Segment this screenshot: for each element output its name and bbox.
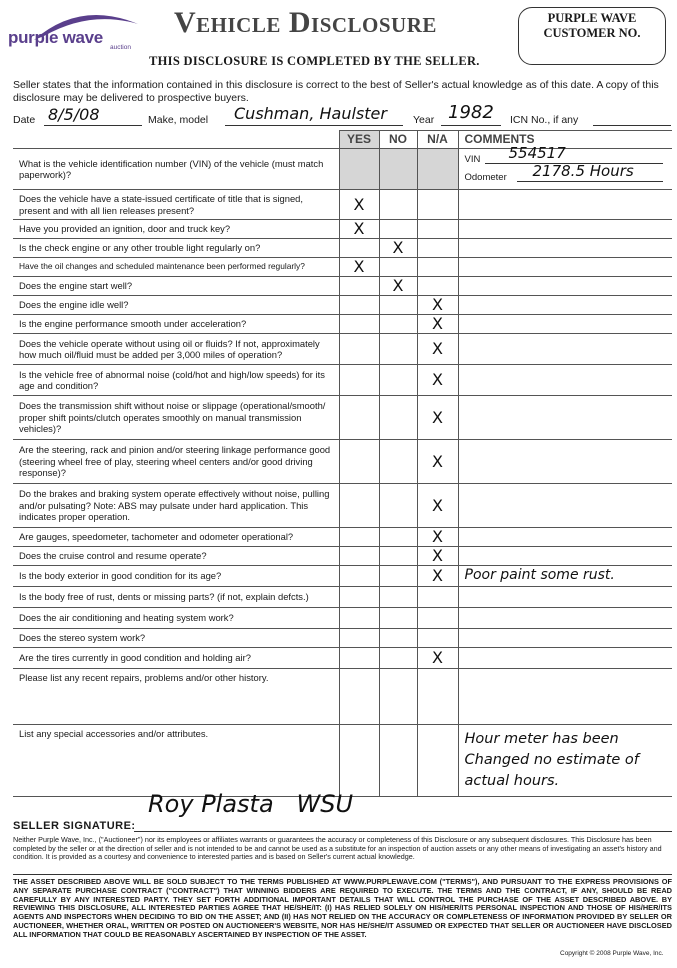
na-checkbox[interactable]: [417, 587, 458, 608]
vin-label: VIN: [464, 154, 481, 165]
yes-checkbox[interactable]: [339, 648, 379, 669]
question-text: Does the cruise control and resume operate?: [13, 547, 339, 566]
logo-brand: purple wave: [8, 28, 103, 47]
na-checkbox[interactable]: X: [417, 648, 458, 669]
table-row: [13, 547, 672, 566]
signature-field[interactable]: Roy Plasta WSU: [148, 790, 354, 818]
year-field[interactable]: 1982: [448, 102, 494, 123]
no-checkbox[interactable]: [379, 587, 417, 608]
table-row: [13, 608, 672, 629]
yes-checkbox[interactable]: [339, 396, 379, 440]
header-no: NO: [379, 131, 417, 149]
disclaimer-text: Neither Purple Wave, Inc., ("Auctioneer") nor its employees or affiliates warrants or guarantees the accuracy or completeness of this Disclosure or any subsequent disclosures. This Disclosure has been completed by the seller or at the direction of seller and is not intended to be and cannot be used as a substitute for an inspection of auction assets or any other means of investigating an asset's history and condition. It is provided as a courtesy and convenience to interested parties and is based on Seller's current actual knowledge.: [13, 835, 662, 862]
comment-field[interactable]: [458, 440, 672, 484]
vin-field[interactable]: 554517: [508, 144, 566, 162]
date-field[interactable]: 8/5/08: [48, 105, 100, 124]
no-checkbox[interactable]: [379, 190, 417, 220]
comment-field[interactable]: [458, 190, 672, 220]
comment-field[interactable]: [458, 396, 672, 440]
table-row: [13, 528, 672, 547]
header-yes: YES: [339, 131, 379, 149]
yes-checkbox[interactable]: [339, 334, 379, 365]
question-text: Does the vehicle have a state-issued certificate of title that is signed, present and with all lien releases present?: [13, 190, 339, 220]
table-row: [13, 365, 672, 396]
yes-checkbox[interactable]: [339, 608, 379, 629]
table-row: [13, 277, 672, 296]
yes-checkbox[interactable]: [339, 484, 379, 528]
no-checkbox[interactable]: [379, 334, 417, 365]
question-text: Is the check engine or any other trouble light regularly on?: [13, 239, 339, 258]
table-header-row: [13, 131, 672, 149]
yes-checkbox[interactable]: X: [339, 258, 379, 277]
comment-field[interactable]: [458, 258, 672, 277]
no-checkbox[interactable]: [379, 396, 417, 440]
table-row: [13, 648, 672, 669]
comment-field[interactable]: [458, 334, 672, 365]
make-model-field[interactable]: Cushman, Haulster: [234, 104, 387, 123]
yes-checkbox[interactable]: [339, 629, 379, 648]
header-question-cell: [13, 131, 339, 149]
table-row: [13, 629, 672, 648]
yes-checkbox[interactable]: [339, 296, 379, 315]
no-checkbox[interactable]: [379, 648, 417, 669]
header-na: N/A: [417, 131, 458, 149]
year-label: Year: [413, 114, 435, 126]
question-text: Are gauges, speedometer, tachometer and odometer operational?: [13, 528, 339, 547]
odometer-field[interactable]: 2178.5 Hours: [532, 162, 634, 180]
question-text: Are the steering, rack and pinion and/or steering linkage performance good (steering wheel free of play, steering wheel centers and/or good driving response)?: [13, 440, 339, 484]
na-checkbox[interactable]: [417, 608, 458, 629]
table-row: [13, 587, 672, 608]
customer-number-box: PURPLE WAVE CUSTOMER NO.: [518, 7, 666, 65]
page-title: Vehicle Disclosure: [174, 6, 437, 39]
table-row: [13, 440, 672, 484]
question-text: Do the brakes and braking system operate effectively without noise, pulling and/or pulsating? Note: ABS may pulsate under hard application. This indicates proper operation.: [13, 484, 339, 528]
table-row: [13, 296, 672, 315]
table-row: [13, 220, 672, 239]
intro-text: Seller states that the information contained in this disclosure is correct to the best of Seller's actual knowledge as of this date. A copy of this disclosure may be delivered to prospective buyers.: [13, 79, 659, 104]
no-checkbox[interactable]: [379, 547, 417, 566]
terms-text: THE ASSET DESCRIBED ABOVE WILL BE SOLD SUBJECT TO THE TERMS PUBLISHED AT WWW.PURPLEWAVE.COM ("TERMS"), AND PURSUANT TO THE EXPRESS PROVISIONS OF ANY SEPARATE PURCHASE CONTRACT ("CONTRACT") THAT WINNING BIDDERS ARE REQUIRED TO EXECUTE. THE TERMS AND THE CONTRACT, IF ANY, SHOULD BE READ CAREFULLY BY ANY INTERESTED PARTY. THEY SET FORTH ADDITIONAL IMPORTANT DETAILS THAT WILL CONTROL THE PURCHASE OF THE ASSET DESCRIBED ABOVE. BY REVIEWING THIS DISCLOSURE, ALL INTERESTED PARTIES AGREE THAT HE/SHE/IT: (I) HAS RELIED SOLELY ON HIS/HER/ITS PERSONAL INSPECTION AND THOSE OF HIS/HER/ITS AGENTS AND INSPECTORS WHEN DECIDING TO BID ON THE ASSET; AND (II) HAS NOT RELIED ON THE ACCURACY OR COMPLETENESS OF INFORMATION PROVIDED BY SELLER OR AUCTIONEER, WHETHER ORAL, WRITTEN OR POSTED ON AUCTIONEER'S WEBSITE, NOR HAS HE/SHE/IT ASSUMED OR EXPECTED THAT SELLER OR AUCTIONEER HAVE DISCLOSED ALL INFORMATION THAT COULD BE REASONABLY ASCERTAINED BY INSPECTION OF THE ASSET.: [13, 877, 672, 939]
na-checkbox[interactable]: X: [417, 566, 458, 587]
question-text: Does the engine start well?: [13, 277, 339, 296]
na-checkbox[interactable]: [417, 258, 458, 277]
signature-label: SELLER SIGNATURE:: [13, 820, 136, 832]
header-comments: COMMENTS: [458, 131, 672, 149]
yes-checkbox[interactable]: [339, 566, 379, 587]
accessories-comment[interactable]: Hour meter has been Changed no estimate of actual hours.: [458, 725, 672, 797]
na-checkbox[interactable]: X: [417, 365, 458, 396]
comment-field[interactable]: [458, 220, 672, 239]
na-checkbox[interactable]: X: [417, 334, 458, 365]
na-checkbox[interactable]: X: [417, 547, 458, 566]
na-checkbox[interactable]: [417, 190, 458, 220]
accessories-question: List any special accessories and/or attributes.: [13, 725, 339, 797]
comment-field[interactable]: Poor paint some rust.: [458, 566, 672, 587]
table-row: [13, 334, 672, 365]
na-checkbox[interactable]: X: [417, 528, 458, 547]
accessories-row: [13, 725, 672, 797]
yes-checkbox[interactable]: [339, 440, 379, 484]
disclosure-table: [13, 130, 672, 797]
table-row: [13, 396, 672, 440]
na-checkbox[interactable]: [417, 277, 458, 296]
yes-checkbox[interactable]: [339, 277, 379, 296]
make-label: Make, model: [148, 114, 209, 126]
no-checkbox[interactable]: [379, 629, 417, 648]
date-label: Date: [13, 114, 36, 126]
table-row: [13, 566, 672, 587]
page-subtitle: THIS DISCLOSURE IS COMPLETED BY THE SELLER.: [149, 54, 480, 68]
question-text: Does the air conditioning and heating system work?: [13, 608, 339, 629]
comment-field[interactable]: [458, 608, 672, 629]
no-checkbox[interactable]: [379, 365, 417, 396]
no-checkbox[interactable]: [379, 315, 417, 334]
comment-field[interactable]: [458, 547, 672, 566]
na-checkbox[interactable]: X: [417, 440, 458, 484]
yes-checkbox[interactable]: [339, 315, 379, 334]
question-text: Have the oil changes and scheduled maintenance been performed regularly?: [13, 258, 339, 277]
na-checkbox[interactable]: X: [417, 315, 458, 334]
table-row: [13, 190, 672, 220]
no-checkbox[interactable]: X: [379, 277, 417, 296]
comment-field[interactable]: [458, 277, 672, 296]
copyright: Copyright © 2008 Purple Wave, Inc.: [560, 950, 664, 957]
question-text: Does the engine idle well?: [13, 296, 339, 315]
vin-row: [13, 149, 672, 190]
question-text: Does the vehicle operate without using oil or fluids? If not, approximately how much oil/fluid must be added per 3,000 miles of operation?: [13, 334, 339, 365]
no-checkbox[interactable]: [379, 528, 417, 547]
no-checkbox[interactable]: [379, 296, 417, 315]
na-checkbox[interactable]: X: [417, 396, 458, 440]
table-row: [13, 484, 672, 528]
question-text: Is the body free of rust, dents or missing parts? (if not, explain defcts.): [13, 587, 339, 608]
table-row: [13, 239, 672, 258]
no-checkbox[interactable]: [379, 608, 417, 629]
no-checkbox[interactable]: [379, 566, 417, 587]
logo-sub: auction: [110, 44, 131, 51]
no-checkbox[interactable]: [379, 258, 417, 277]
yes-checkbox[interactable]: X: [339, 220, 379, 239]
na-checkbox[interactable]: X: [417, 484, 458, 528]
na-checkbox[interactable]: [417, 239, 458, 258]
vin-comment-cell: [458, 144, 672, 190]
odometer-label: Odometer: [464, 172, 507, 183]
question-text: Is the body exterior in good condition for its age?: [13, 566, 339, 587]
table-row: [13, 258, 672, 277]
repairs-question: Please list any recent repairs, problems and/or other history.: [13, 669, 339, 725]
no-checkbox[interactable]: [379, 440, 417, 484]
comment-field[interactable]: [458, 365, 672, 396]
vin-question: What is the vehicle identification number (VIN) of the vehicle (must match paperwork)?: [13, 149, 339, 190]
repairs-comment[interactable]: [458, 669, 672, 725]
yes-checkbox[interactable]: [339, 365, 379, 396]
yes-checkbox[interactable]: [339, 547, 379, 566]
question-text: Is the vehicle free of abnormal noise (cold/hot and high/low speeds) for its age and condition?: [13, 365, 339, 396]
no-checkbox[interactable]: [379, 484, 417, 528]
yes-checkbox[interactable]: X: [339, 190, 379, 220]
no-checkbox[interactable]: X: [379, 239, 417, 258]
yes-checkbox[interactable]: [339, 239, 379, 258]
question-text: Have you provided an ignition, door and truck key?: [13, 220, 339, 239]
table-row: [13, 315, 672, 334]
no-checkbox[interactable]: [379, 220, 417, 239]
comment-field[interactable]: [458, 296, 672, 315]
question-text: Does the stereo system work?: [13, 629, 339, 648]
question-text: Is the engine performance smooth under acceleration?: [13, 315, 339, 334]
repairs-row: [13, 669, 672, 725]
icn-label: ICN No., if any: [510, 114, 579, 126]
na-checkbox[interactable]: [417, 220, 458, 239]
comment-field[interactable]: [458, 648, 672, 669]
question-text: Are the tires currently in good condition and holding air?: [13, 648, 339, 669]
yes-checkbox[interactable]: [339, 587, 379, 608]
question-text: Does the transmission shift without noise or slippage (operational/smooth/ proper shift points/clutch operates smoothly on manual transmission vehicles)?: [13, 396, 339, 440]
comment-field[interactable]: [458, 315, 672, 334]
yes-checkbox[interactable]: [339, 528, 379, 547]
comment-field[interactable]: [458, 528, 672, 547]
comment-field[interactable]: [458, 239, 672, 258]
comment-field[interactable]: [458, 484, 672, 528]
na-checkbox[interactable]: X: [417, 296, 458, 315]
comment-field[interactable]: [458, 629, 672, 648]
comment-field[interactable]: [458, 587, 672, 608]
na-checkbox[interactable]: [417, 629, 458, 648]
